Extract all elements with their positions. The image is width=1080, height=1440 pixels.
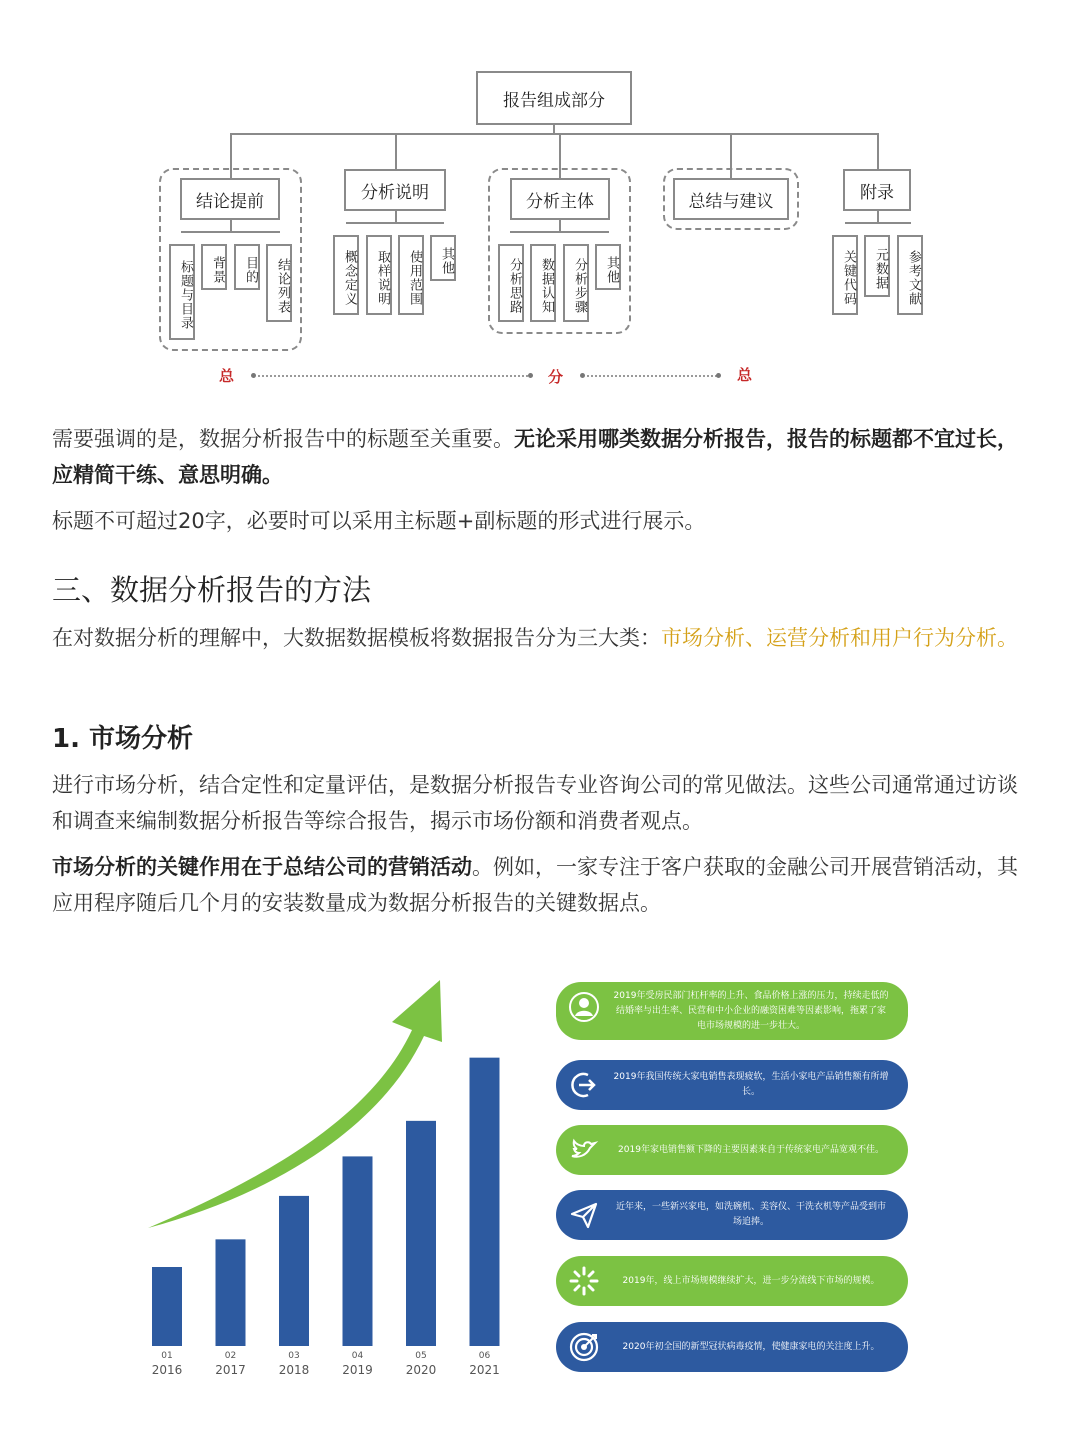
note-text: 2019年家电销售额下降的主要因素来自于传统家电产品宽观不佳。 bbox=[618, 1144, 884, 1155]
section-conclusion-first: 结论提前 bbox=[180, 178, 280, 220]
note-pill bbox=[556, 1322, 908, 1372]
flow-dot bbox=[528, 373, 533, 378]
leaf-conclusion-list: 结论列表 bbox=[266, 244, 292, 322]
leaf-data-cognition: 数据认知 bbox=[530, 244, 556, 322]
paragraph-text: 。例如，一家专注于客户获取的金融公司开展营销活动，其应用程序随后几个月的安装数量成为数据分析报告的关键数据点。 bbox=[52, 855, 1018, 915]
leaf-purpose: 目的 bbox=[234, 244, 260, 290]
note-text: 2019年我国传统大家电销售表现疲软，生活小家电产品销售额有所增长。 bbox=[613, 1072, 889, 1097]
paragraph-title-limit: 标题不可超过20字，必要时可以采用主标题+副标题的形式进行展示。 bbox=[52, 509, 706, 533]
leaf-analysis-steps: 分析步骤 bbox=[563, 244, 589, 322]
bird-icon bbox=[568, 1134, 600, 1166]
paragraph-market-analysis: 进行市场分析，结合定性和定量评估，是数据分析报告专业咨询公司的常见做法。这些公司通常通过访谈和调查来编制数据分析报告等综合报告，揭示市场份额和消费者观点。 bbox=[52, 773, 1018, 833]
note-text: 2019年，线上市场规模继续扩大，进一步分流线下市场的规模。 bbox=[622, 1275, 880, 1286]
leaf-title-toc: 标题与目录 bbox=[169, 244, 195, 340]
leaf-concept-definition: 概念定义 bbox=[333, 235, 359, 315]
send-icon bbox=[568, 1199, 600, 1231]
note-text: 2019年受房民部门杠杆率的上升、食品价格上涨的压力，持续走低的结婚率与出生率、民营和中小企业的融资困难等因素影响，拖累了家电市场规模的进一步壮大。 bbox=[613, 990, 889, 1031]
subheading-market-analysis: 1. 市场分析 bbox=[52, 724, 194, 754]
leaf-metadata: 元数据 bbox=[864, 235, 890, 297]
bar-2020 bbox=[406, 1121, 436, 1346]
connector bbox=[845, 222, 911, 224]
bar-index-label: 06 bbox=[478, 1351, 491, 1361]
bar-2019 bbox=[343, 1156, 373, 1346]
connector bbox=[510, 231, 609, 233]
connector bbox=[877, 133, 879, 169]
diagram-root: 报告组成部分 bbox=[476, 71, 632, 125]
bar-year-label: 2020 bbox=[405, 1363, 437, 1377]
section-heading-methods: 三、数据分析报告的方法 bbox=[52, 573, 372, 607]
exit-icon bbox=[568, 1069, 600, 1101]
bar-index-label: 05 bbox=[415, 1351, 427, 1361]
leaf-other: 其他 bbox=[595, 244, 621, 290]
leaf-scope-of-use: 使用范围 bbox=[398, 235, 424, 315]
connector bbox=[181, 231, 280, 233]
bar-index-label: 04 bbox=[351, 1351, 364, 1361]
bar-year-label: 2018 bbox=[278, 1363, 310, 1377]
paragraph-report-types bbox=[52, 620, 1028, 656]
leaf-key-code: 关键代码 bbox=[832, 235, 858, 315]
bar-year-label: 2016 bbox=[151, 1363, 183, 1377]
loading-icon bbox=[568, 1265, 600, 1297]
connector bbox=[395, 133, 397, 169]
flow-dotted-line bbox=[587, 375, 717, 377]
section-summary-suggestions: 总结与建议 bbox=[673, 178, 789, 220]
bar-index-label: 01 bbox=[161, 1351, 173, 1361]
bar-year-label: 2017 bbox=[215, 1363, 246, 1377]
leaf-analysis-approach: 分析思路 bbox=[498, 244, 524, 322]
growth-bar-chart bbox=[130, 970, 530, 1390]
section-appendix: 附录 bbox=[843, 169, 911, 211]
leaf-sampling-notes: 取样说明 bbox=[366, 235, 392, 315]
note-pill bbox=[556, 1256, 908, 1306]
flow-label-total: 总 bbox=[219, 367, 235, 385]
paragraph-bold-text: 无论采用哪类数据分析报告，报告的标题都不宜过长，应精简干练、意思明确。 bbox=[52, 427, 1018, 487]
note-text: 近年来，一些新兴家电，如洗碗机、美容仪、干洗衣机等产品受到市场追捧。 bbox=[615, 1202, 886, 1227]
bars-layer bbox=[152, 1058, 500, 1346]
note-text: 2020年初全国的新型冠状病毒疫情，使健康家电的关注度上升。 bbox=[622, 1341, 880, 1352]
bar-2017 bbox=[216, 1239, 246, 1346]
paragraph-marketing-role bbox=[52, 849, 1028, 921]
section-analysis-notes: 分析说明 bbox=[344, 169, 446, 211]
note-pill bbox=[556, 982, 908, 1040]
leaf-references: 参考文献 bbox=[897, 235, 923, 315]
paragraph-title-importance bbox=[52, 421, 1028, 493]
highlighted-link-text[interactable]: 市场分析、运营分析和用户行为分析。 bbox=[661, 626, 1018, 650]
flow-label-part: 分 bbox=[548, 368, 564, 386]
bar-2018 bbox=[279, 1196, 309, 1346]
note-pill bbox=[556, 1060, 908, 1110]
connector bbox=[230, 133, 878, 135]
bar-2021 bbox=[470, 1058, 500, 1346]
bar-year-label: 2019 bbox=[342, 1363, 373, 1377]
flow-dot bbox=[580, 373, 585, 378]
note-pill bbox=[556, 1125, 908, 1175]
flow-dotted-line bbox=[258, 375, 528, 377]
target-icon bbox=[568, 1331, 600, 1363]
paragraph-text: 需要强调的是，数据分析报告中的标题至关重要。 bbox=[52, 427, 514, 451]
growth-arrow bbox=[148, 980, 442, 1228]
section-main-body: 分析主体 bbox=[510, 178, 610, 220]
leaf-background: 背景 bbox=[201, 244, 227, 290]
user-icon bbox=[568, 991, 600, 1023]
leaf-other: 其他 bbox=[430, 235, 456, 281]
labels-layer bbox=[152, 1351, 500, 1377]
bar-index-label: 02 bbox=[224, 1351, 237, 1361]
paragraph-text: 在对数据分析的理解中，大数据数据模板将数据报告分为三大类： bbox=[52, 626, 661, 650]
paragraph-bold-text: 市场分析的关键作用在于总结公司的营销活动 bbox=[52, 855, 472, 879]
flow-dot bbox=[716, 373, 721, 378]
bar-index-label: 03 bbox=[288, 1351, 300, 1361]
flow-label-total: 总 bbox=[737, 366, 753, 384]
connector bbox=[346, 222, 444, 224]
note-pill bbox=[556, 1190, 908, 1240]
flow-dot bbox=[251, 373, 256, 378]
bar-2016 bbox=[152, 1267, 182, 1346]
bar-year-label: 2021 bbox=[469, 1363, 500, 1377]
